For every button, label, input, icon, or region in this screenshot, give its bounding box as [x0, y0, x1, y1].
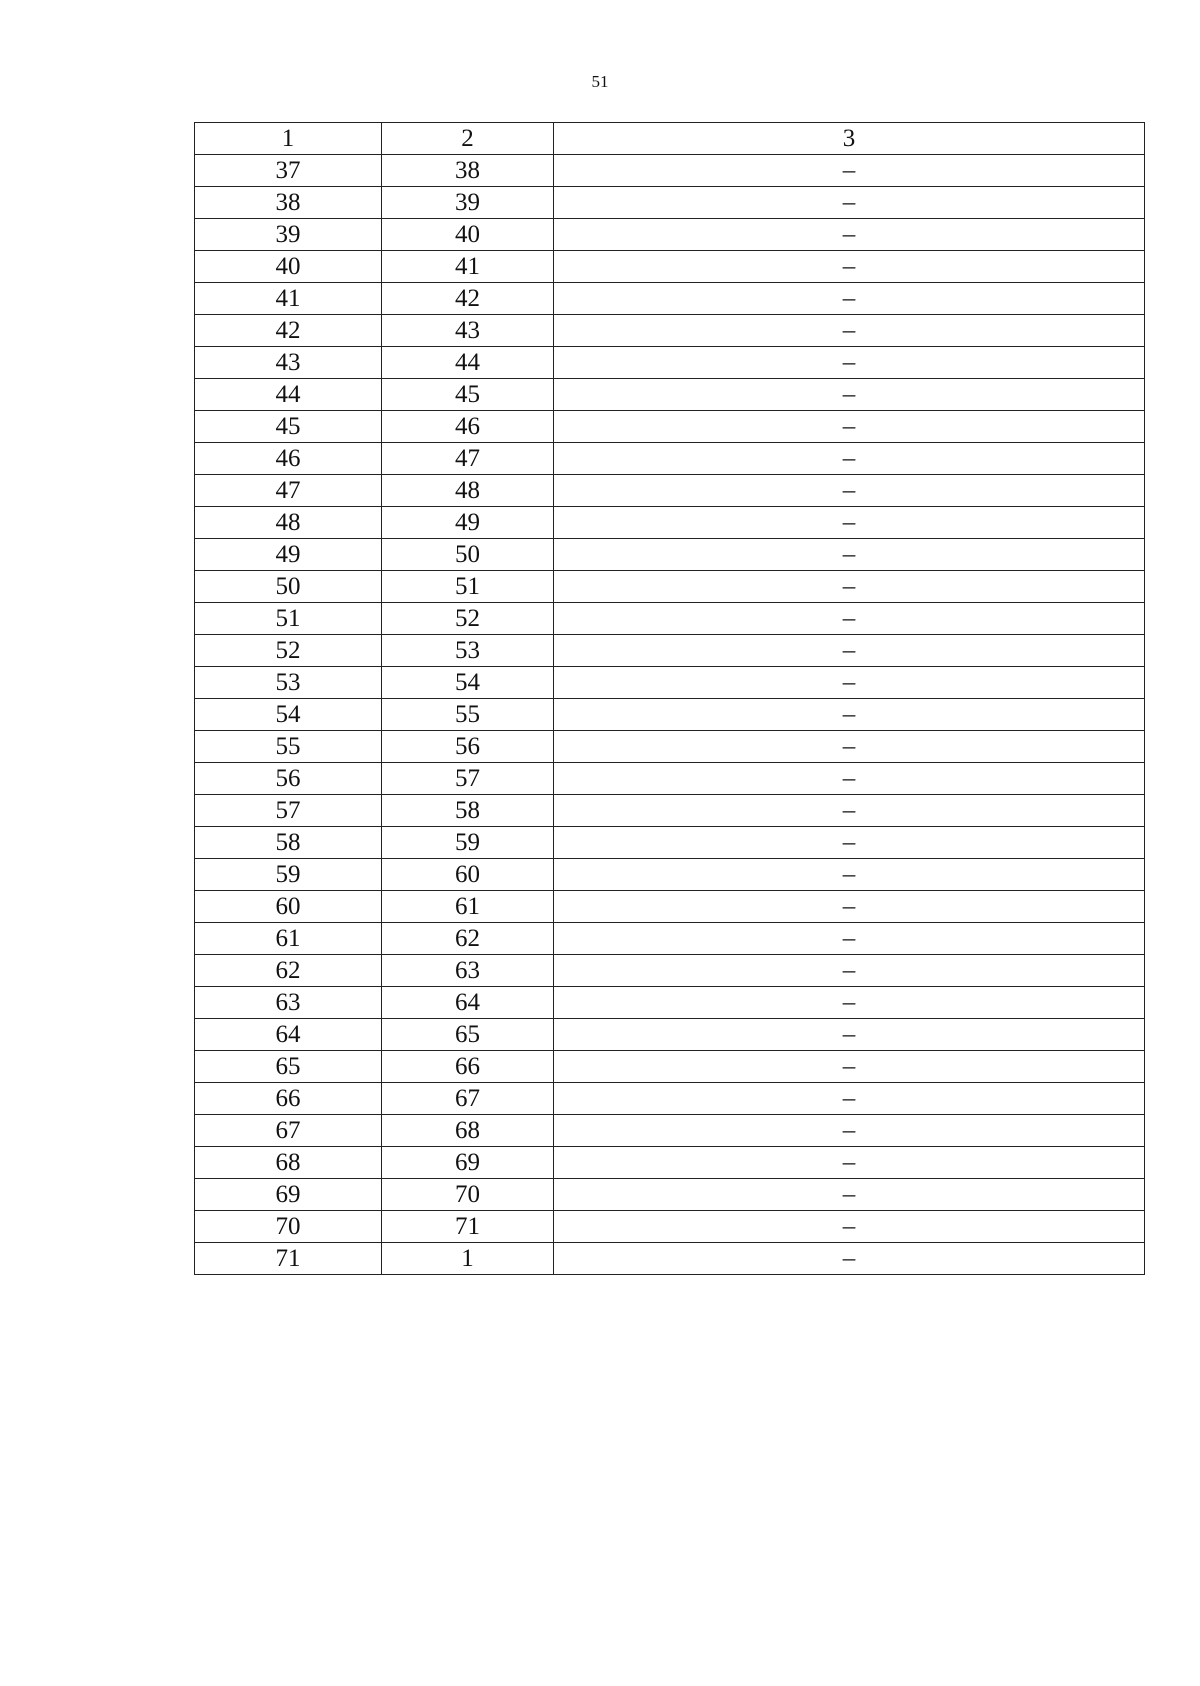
table-cell-col-3: – — [554, 955, 1145, 987]
table-cell-col-1: 69 — [195, 1179, 382, 1211]
table-row — [195, 571, 1145, 603]
table-cell-col-1: 44 — [195, 379, 382, 411]
column-header-2: 2 — [382, 123, 554, 155]
page-number: 51 — [591, 72, 609, 91]
table-row — [195, 283, 1145, 315]
column-header-3: 3 — [554, 123, 1145, 155]
table-row — [195, 155, 1145, 187]
table-body — [195, 155, 1145, 1275]
table-cell-col-1: 59 — [195, 859, 382, 891]
table-cell-col-2: 39 — [382, 187, 554, 219]
table-cell-col-3: – — [554, 1019, 1145, 1051]
table-cell-col-1: 43 — [195, 347, 382, 379]
table-cell-col-2: 69 — [382, 1147, 554, 1179]
table-cell-col-2: 58 — [382, 795, 554, 827]
table-row — [195, 763, 1145, 795]
table-cell-col-2: 42 — [382, 283, 554, 315]
table-row — [195, 347, 1145, 379]
table-cell-col-1: 68 — [195, 1147, 382, 1179]
table-cell-col-3: – — [554, 1179, 1145, 1211]
table-cell-col-3: – — [554, 283, 1145, 315]
table-cell-col-1: 70 — [195, 1211, 382, 1243]
table-cell-col-1: 41 — [195, 283, 382, 315]
table-cell-col-3: – — [554, 987, 1145, 1019]
table-cell-col-2: 49 — [382, 507, 554, 539]
table-cell-col-2: 54 — [382, 667, 554, 699]
table-cell-col-2: 60 — [382, 859, 554, 891]
table-cell-col-3: – — [554, 219, 1145, 251]
table-row — [195, 1147, 1145, 1179]
table-cell-col-3: – — [554, 475, 1145, 507]
table-cell-col-2: 41 — [382, 251, 554, 283]
table-row — [195, 1051, 1145, 1083]
table-cell-col-1: 60 — [195, 891, 382, 923]
table-cell-col-3: – — [554, 539, 1145, 571]
table-cell-col-3: – — [554, 1051, 1145, 1083]
table-cell-col-2: 63 — [382, 955, 554, 987]
table-cell-col-1: 38 — [195, 187, 382, 219]
table-cell-col-3: – — [554, 187, 1145, 219]
table-row — [195, 379, 1145, 411]
table-row — [195, 635, 1145, 667]
table-row — [195, 1243, 1145, 1275]
table-cell-col-3: – — [554, 731, 1145, 763]
table-cell-col-1: 58 — [195, 827, 382, 859]
table-cell-col-1: 45 — [195, 411, 382, 443]
table-cell-col-2: 48 — [382, 475, 554, 507]
table-cell-col-1: 42 — [195, 315, 382, 347]
table-row — [195, 891, 1145, 923]
table-cell-col-3: – — [554, 603, 1145, 635]
table-cell-col-1: 63 — [195, 987, 382, 1019]
table-cell-col-1: 56 — [195, 763, 382, 795]
table-cell-col-3: – — [554, 923, 1145, 955]
table-row — [195, 1083, 1145, 1115]
table-cell-col-3: – — [554, 571, 1145, 603]
table-cell-col-2: 62 — [382, 923, 554, 955]
table-cell-col-2: 45 — [382, 379, 554, 411]
table-cell-col-3: – — [554, 379, 1145, 411]
table-row — [195, 699, 1145, 731]
table-cell-col-1: 54 — [195, 699, 382, 731]
column-header-1: 1 — [195, 123, 382, 155]
table-cell-col-1: 62 — [195, 955, 382, 987]
table-cell-col-2: 61 — [382, 891, 554, 923]
table-row — [195, 667, 1145, 699]
table-cell-col-3: – — [554, 443, 1145, 475]
table-cell-col-1: 66 — [195, 1083, 382, 1115]
table-cell-col-2: 1 — [382, 1243, 554, 1275]
table-cell-col-1: 67 — [195, 1115, 382, 1147]
table-cell-col-2: 52 — [382, 603, 554, 635]
table-row — [195, 923, 1145, 955]
table-cell-col-1: 57 — [195, 795, 382, 827]
table-cell-col-1: 71 — [195, 1243, 382, 1275]
table-cell-col-3: – — [554, 411, 1145, 443]
table-cell-col-3: – — [554, 699, 1145, 731]
table-cell-col-2: 51 — [382, 571, 554, 603]
table-cell-col-2: 44 — [382, 347, 554, 379]
table-cell-col-3: – — [554, 1147, 1145, 1179]
table-cell-col-2: 40 — [382, 219, 554, 251]
table-row — [195, 1019, 1145, 1051]
table-row — [195, 251, 1145, 283]
table-cell-col-3: – — [554, 507, 1145, 539]
table-cell-col-1: 65 — [195, 1051, 382, 1083]
table-cell-col-2: 56 — [382, 731, 554, 763]
table-cell-col-1: 55 — [195, 731, 382, 763]
table-cell-col-3: – — [554, 859, 1145, 891]
table-cell-col-1: 53 — [195, 667, 382, 699]
table-cell-col-2: 67 — [382, 1083, 554, 1115]
table-cell-col-2: 38 — [382, 155, 554, 187]
table-cell-col-1: 48 — [195, 507, 382, 539]
table-row — [195, 219, 1145, 251]
table-cell-col-3: – — [554, 1083, 1145, 1115]
table-cell-col-3: – — [554, 347, 1145, 379]
table-cell-col-3: – — [554, 155, 1145, 187]
table-cell-col-3: – — [554, 635, 1145, 667]
table-cell-col-3: – — [554, 891, 1145, 923]
table-cell-col-2: 64 — [382, 987, 554, 1019]
table-row — [195, 1211, 1145, 1243]
table-cell-col-2: 55 — [382, 699, 554, 731]
table-cell-col-2: 66 — [382, 1051, 554, 1083]
table-cell-col-1: 50 — [195, 571, 382, 603]
table-cell-col-2: 53 — [382, 635, 554, 667]
table-cell-col-2: 47 — [382, 443, 554, 475]
table-header-row — [195, 123, 1145, 155]
table-cell-col-2: 57 — [382, 763, 554, 795]
table-row — [195, 539, 1145, 571]
table-cell-col-2: 70 — [382, 1179, 554, 1211]
table-row — [195, 1179, 1145, 1211]
table-row — [195, 603, 1145, 635]
table-row — [195, 507, 1145, 539]
table-row — [195, 1115, 1145, 1147]
table-cell-col-1: 40 — [195, 251, 382, 283]
table-row — [195, 795, 1145, 827]
table-cell-col-1: 52 — [195, 635, 382, 667]
table-cell-col-2: 43 — [382, 315, 554, 347]
table-cell-col-2: 71 — [382, 1211, 554, 1243]
table-cell-col-1: 61 — [195, 923, 382, 955]
table-cell-col-2: 50 — [382, 539, 554, 571]
table-cell-col-1: 46 — [195, 443, 382, 475]
table-cell-col-3: – — [554, 1211, 1145, 1243]
table-header — [195, 123, 1145, 155]
table-cell-col-3: – — [554, 251, 1145, 283]
table-row — [195, 731, 1145, 763]
table-cell-col-1: 49 — [195, 539, 382, 571]
table-cell-col-3: – — [554, 1243, 1145, 1275]
table-cell-col-1: 64 — [195, 1019, 382, 1051]
data-table — [194, 122, 1145, 1275]
table-row — [195, 859, 1145, 891]
table-cell-col-3: – — [554, 795, 1145, 827]
table-row — [195, 411, 1145, 443]
table-cell-col-1: 51 — [195, 603, 382, 635]
table-cell-col-2: 46 — [382, 411, 554, 443]
table-cell-col-3: – — [554, 667, 1145, 699]
table-cell-col-3: – — [554, 315, 1145, 347]
table-row — [195, 955, 1145, 987]
table-row — [195, 827, 1145, 859]
table-cell-col-2: 68 — [382, 1115, 554, 1147]
table-cell-col-2: 59 — [382, 827, 554, 859]
table-cell-col-3: – — [554, 763, 1145, 795]
table-cell-col-1: 37 — [195, 155, 382, 187]
table-cell-col-1: 39 — [195, 219, 382, 251]
table-cell-col-3: – — [554, 1115, 1145, 1147]
table-row — [195, 443, 1145, 475]
table-cell-col-2: 65 — [382, 1019, 554, 1051]
table-row — [195, 187, 1145, 219]
table-row — [195, 987, 1145, 1019]
table-cell-col-3: – — [554, 827, 1145, 859]
table-row — [195, 475, 1145, 507]
table-row — [195, 315, 1145, 347]
table-cell-col-1: 47 — [195, 475, 382, 507]
